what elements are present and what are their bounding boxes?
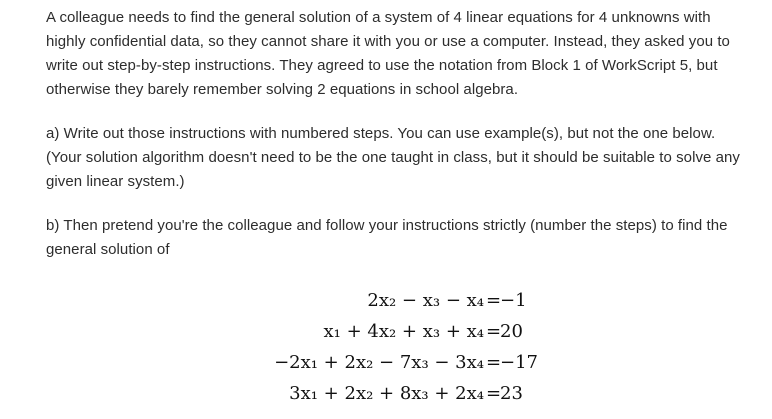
equation-row (0, 286, 772, 317)
equals-sign: = (486, 321, 502, 342)
equation-rhs: 23 (500, 383, 523, 404)
equation-rhs: −17 (500, 352, 538, 373)
equals-sign: = (486, 383, 502, 404)
equation-lhs: 3x₁ + 2x₂ + 8x₃ + 2x₄ (289, 383, 484, 404)
part-b-paragraph: b) Then pretend you're the colleague and follow your instructions strictly (number the steps) to find the general solution of (46, 217, 728, 258)
equation-row (0, 317, 772, 348)
equation-lhs: 2x₂ − x₃ − x₄ (367, 290, 484, 311)
equation-row (0, 348, 772, 379)
intro-paragraph: A colleague needs to find the general solution of a system of 4 linear equations for 4 unknowns with highly confidential data, so they cannot share it with you or use a computer. Instead, they asked you to write out step-by-step instructions. They agreed to use the notation from Block 1 of WorkScript 5, but otherwise they barely remember solving 2 equations in school algebra. (46, 9, 730, 98)
equation-rhs: 20 (500, 321, 523, 342)
equation-lhs: x₁ + 4x₂ + x₃ + x₄ (323, 321, 484, 342)
equals-sign: = (486, 352, 502, 373)
problem-text (46, 6, 746, 262)
equation-row (0, 379, 772, 410)
linear-system (0, 286, 772, 410)
equation-rhs: −1 (500, 290, 527, 311)
part-a-paragraph: a) Write out those instructions with numbered steps. You can use example(s), but not the one below. (Your solution algorithm doesn't need to be the one taught in class, but it should be suitable to solve any given linear system.) (46, 125, 740, 190)
equals-sign: = (486, 290, 502, 311)
equation-lhs: −2x₁ + 2x₂ − 7x₃ − 3x₄ (274, 352, 484, 373)
